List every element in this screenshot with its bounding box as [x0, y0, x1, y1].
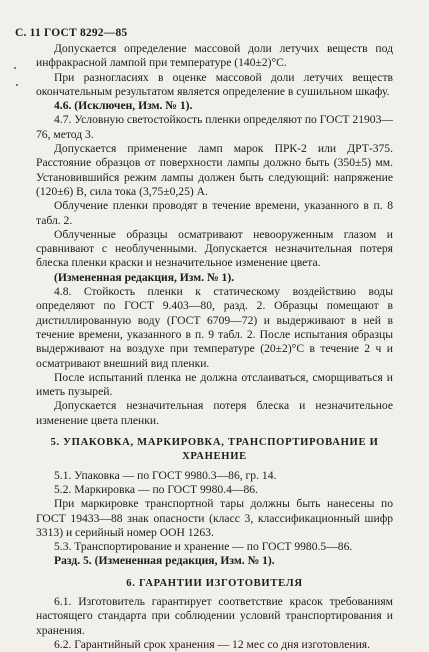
section-heading: 6. ГАРАНТИИ ИЗГОТОВИТЕЛЯ: [126, 577, 303, 589]
paragraph: Облученные образцы осматривают невооруженным глазом и сравнивают с необлученными. Допускается незначительная потеря блеска пленки краски и незначительное изменение цвета.: [36, 227, 393, 270]
paragraph: 6.2. Гарантийный срок хранения — 12 мес со дня изготовления.: [54, 637, 371, 651]
paragraph: 4.8. Стойкость пленки к статическому воздействию воды определяют по ГОСТ 9.403—80, разд. 2. Образцы помещают в дистиллированную воду (ГОСТ 6709—72) и выдерживают в ней в течение времени, указанного в п. 9 табл. 2. После испытания образцы выдерживают на воздухе при температуре (20±2)°С в течение 2 ч и осматривают внешний вид пленки.: [36, 285, 393, 370]
paragraph: Допускается определение массовой доли летучих веществ под инфракрасной лампой при температуре (140±2)°С.: [36, 42, 393, 70]
paragraph: 6.1. Изготовитель гарантирует соответствие красок требованиям настоящего стандарта при соблюдении условий транспортирования и хранения.: [36, 594, 393, 637]
page-header: С. 11 ГОСТ 8292—85: [15, 27, 128, 39]
paragraph: При разногласиях в оценке массовой доли летучих веществ окончательным результатом является определение в сушильном шкафу.: [36, 70, 393, 98]
paragraph: Допускается незначительная потеря блеска и незначительное изменение цвета пленки.: [36, 399, 393, 427]
scan-speck: [16, 84, 18, 86]
scan-speck: [14, 67, 16, 69]
paragraph: 4.7. Условную светостойкость пленки определяют по ГОСТ 21903—76, метод 3.: [36, 113, 393, 141]
paragraph: После испытаний пленка не должна отслаиваться, сморщиваться и иметь пузырей.: [36, 370, 393, 399]
section-heading: 5. УПАКОВКА, МАРКИРОВКА, ТРАНСПОРТИРОВАНИЕ И ХРАНЕНИЕ: [50, 437, 379, 463]
paragraph: (Измененная редакция, Изм. № 1).: [54, 270, 235, 284]
document-body: [36, 42, 393, 652]
paragraph: 4.6. (Исключен, Изм. № 1).: [54, 99, 193, 113]
paragraph: 5.2. Маркировка — по ГОСТ 9980.4—86.: [54, 482, 258, 496]
paragraph: 5.1. Упаковка — по ГОСТ 9980.3—86, гр. 14.: [54, 468, 277, 482]
paragraph: 5.3. Транспортирование и хранение — по ГОСТ 9980.5—86.: [54, 540, 353, 554]
paragraph: Облучение пленки проводят в течение времени, указанного в п. 8 табл. 2.: [36, 199, 393, 227]
paragraph: Допускается применение ламп марок ПРК-2 или ДРТ-375. Расстояние образцов от поверхности лампы должно быть (350±5) мм. Установившийся режим лампы должен быть следующий: напряжение (120±6) В, сила тока (3,75±0,25) А.: [36, 142, 393, 198]
paragraph: При маркировке транспортной тары должны быть нанесены по ГОСТ 19433—88 знак опасности (класс 3, классификационный шифр 3313) и серийный номер ООН 1263.: [36, 497, 393, 539]
paragraph: Разд. 5. (Измененная редакция, Изм. № 1).: [54, 554, 275, 568]
